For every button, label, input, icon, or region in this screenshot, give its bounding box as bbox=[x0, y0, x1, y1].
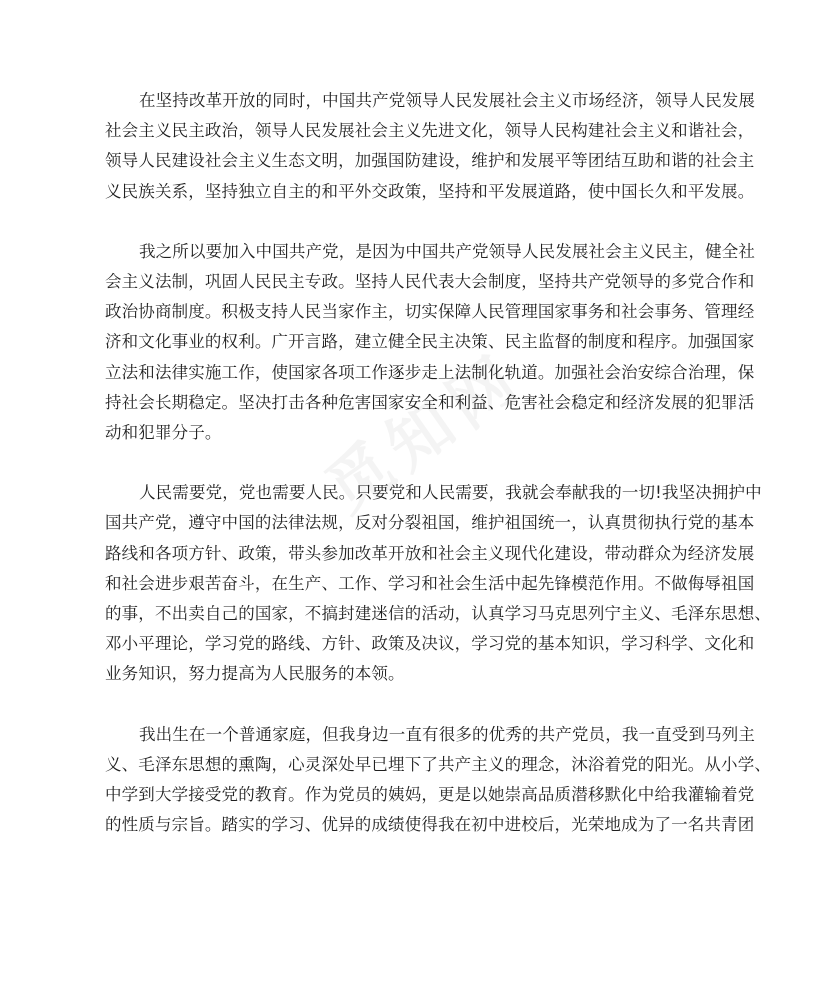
text-line: 业务知识，努力提高为人民服务的本领。 bbox=[105, 664, 405, 684]
text-line: 动和犯罪分子。 bbox=[105, 423, 222, 443]
text-line: 邓小平理论，学习党的路线、方针、政策及决议，学习党的基本知识，学习科学、文化和 bbox=[105, 634, 755, 654]
text-line: 社会主义民主政治，领导人民发展社会主义先进文化，领导人民构建社会主义和谐社会， bbox=[105, 121, 755, 141]
text-line: 在坚持改革开放的同时，中国共产党领导人民发展社会主义市场经济，领导人民发展 bbox=[139, 91, 756, 110]
text-line: 我之所以要加入中国共产党，是因为中国共产党领导人民发展社会主义民主，健全社 bbox=[139, 241, 756, 261]
text-line: 的性质与宗旨。踏实的学习、优异的成绩使得我在初中进校后，光荣地成为了一名共青团 bbox=[105, 815, 755, 835]
text-line: 立法和法律实施工作，使国家各项工作逐步走上法制化轨道。加强社会治安综合治理，保 bbox=[105, 362, 755, 382]
paragraph-2 bbox=[105, 237, 756, 448]
text-line: 义、毛泽东思想的熏陶，心灵深处早已埋下了共产主义的理念，沐浴着党的阳光。从小学、 bbox=[105, 754, 771, 774]
text-line: 我出生在一个普通家庭，但我身边一直有很多的优秀的共产党员，我一直受到马列主 bbox=[139, 724, 756, 744]
text-line: 持社会长期稳定。坚决打击各种危害国家安全和利益、危害社会稳定和经济发展的犯罪活 bbox=[105, 392, 755, 412]
text-line: 义民族关系，坚持独立自主的和平外交政策，坚持和平发展道路，使中国长久和平发展。 bbox=[105, 181, 755, 201]
text-line: 中学到大学接受党的教育。作为党员的姨妈，更是以她崇高品质潜移默化中给我灌输着党 bbox=[105, 785, 755, 805]
text-line: 的事，不出卖自己的国家，不搞封建迷信的活动，认真学习马克思列宁主义、毛泽东思想、 bbox=[105, 604, 771, 624]
document-body bbox=[105, 86, 771, 870]
paragraph-4 bbox=[105, 720, 771, 841]
text-line: 济和文化事业的权利。广开言路，建立健全民主决策、民主监督的制度和程序。加强国家 bbox=[105, 332, 755, 352]
text-line: 领导人民建设社会主义生态文明，加强国防建设，维护和发展平等团结互助和谐的社会主 bbox=[105, 151, 755, 171]
text-line: 和社会进步艰苦奋斗，在生产、工作、学习和社会生活中起先锋模范作用。不做侮辱祖国 bbox=[105, 573, 755, 593]
text-line: 人民需要党，党也需要人民。只要党和人民需要，我就会奉献我的一切!我坚决拥护中 bbox=[139, 483, 762, 503]
text-line: 路线和各项方针、政策，带头参加改革开放和社会主义现代化建设，带动群众为经济发展 bbox=[105, 543, 755, 563]
text-line: 会主义法制，巩固人民民主专政。坚持人民代表大会制度，坚持共产党领导的多党合作和 bbox=[105, 272, 755, 292]
text-line: 政治协商制度。积极支持人民当家作主，切实保障人民管理国家事务和社会事务、管理经 bbox=[105, 302, 755, 322]
text-line: 国共产党，遵守中国的法律法规，反对分裂祖国，维护祖国统一，认真贯彻执行党的基本 bbox=[105, 513, 755, 533]
paragraph-3 bbox=[105, 478, 771, 689]
paragraph-1 bbox=[105, 86, 756, 207]
